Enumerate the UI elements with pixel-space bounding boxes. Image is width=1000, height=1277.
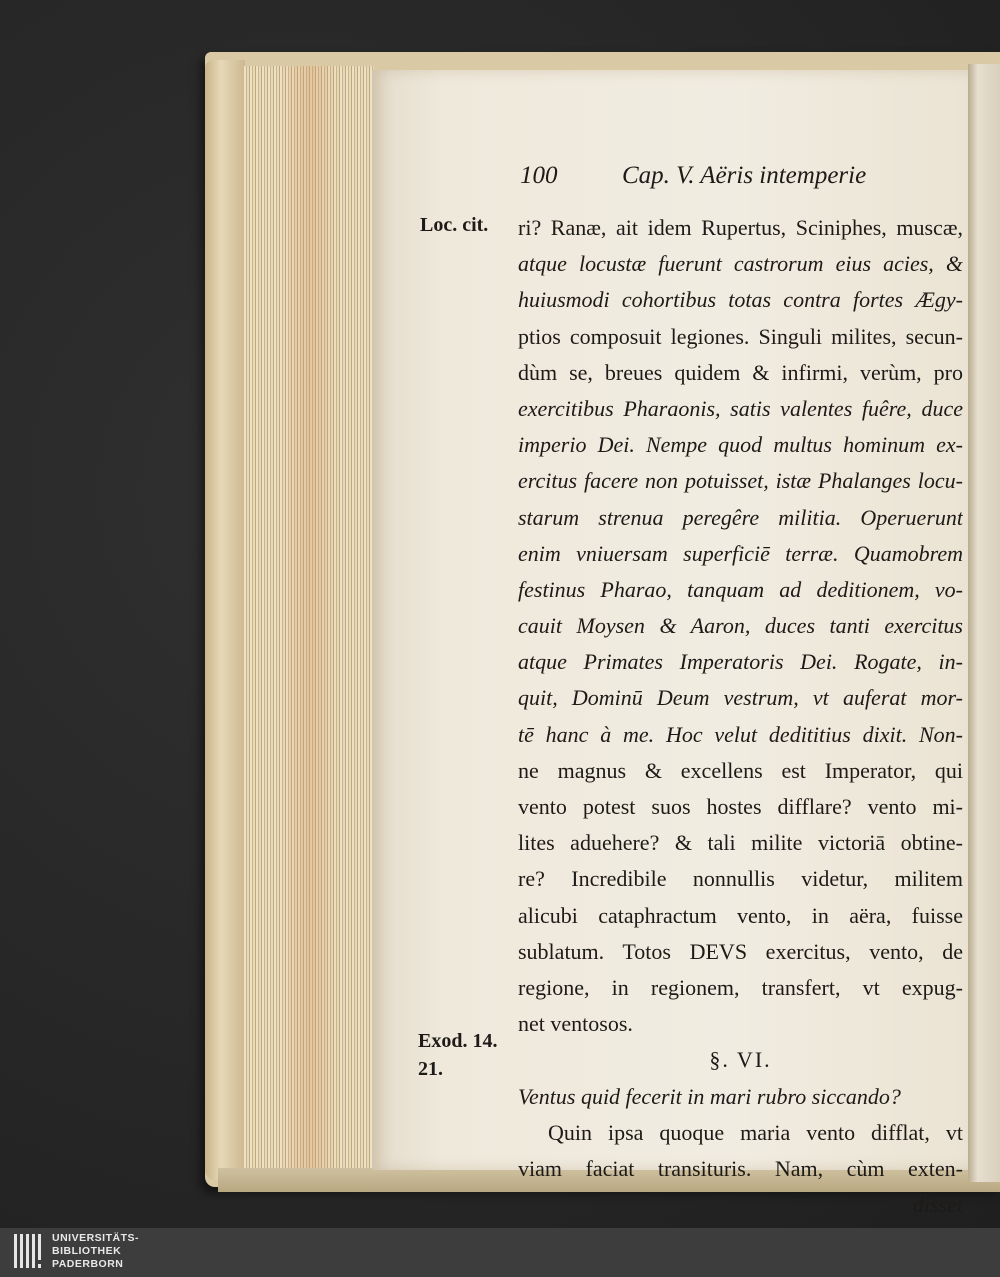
running-head — [520, 158, 960, 194]
body-text — [518, 210, 963, 1223]
text-line: huiusmodi cohortibus totas contra fortes Ægy- — [518, 287, 963, 313]
library-logo-icon — [14, 1234, 46, 1272]
text-line: quit, Dominū Deum vestrum, vt auferat mor- — [518, 685, 963, 711]
text-line: ptios composuit legiones. Singuli milites, secun- — [518, 323, 963, 349]
cover-edge — [205, 60, 245, 1180]
library-name — [52, 1232, 139, 1271]
page-edges-tint — [280, 66, 340, 1176]
text-line: ne magnus & excellens est Imperator, qui — [518, 757, 963, 783]
text-line: regione, in regionem, transfert, vt expug- — [518, 974, 963, 1000]
text-line: imperio Dei. Nempe quod multus hominum ex- — [518, 432, 963, 458]
text-line: alicubi cataphractum vento, in aëra, fuisse — [518, 902, 963, 928]
text-line: atque locustæ fuerunt castrorum eius acies, & — [518, 251, 963, 277]
library-footer — [0, 1228, 1000, 1277]
text-line: exercitibus Pharaonis, satis valentes fuêre, duce — [518, 395, 963, 421]
text-line: dùm se, breues quidem & infirmi, verùm, pro — [518, 359, 963, 385]
library-name-line: PADERBORN — [52, 1258, 124, 1270]
section-number: §. VI. — [709, 1047, 772, 1073]
text-line: lites aduehere? & tali milite victoriā obtine- — [518, 830, 963, 856]
text-line: festinus Pharao, tanquam ad deditionem, vo- — [518, 576, 963, 602]
library-name-line: BIBLIOTHEK — [52, 1245, 122, 1257]
text-line: enim vniuersam superficiē terræ. Quamobrem — [518, 540, 963, 566]
text-line: sublatum. Totos DEVS exercitus, vento, de — [518, 938, 963, 964]
marginal-note-exod-verse: 21. — [418, 1058, 443, 1080]
text-line: vento potest suos hostes difflare? vento mi- — [518, 794, 963, 819]
catchword: disset — [912, 1192, 963, 1218]
text-line: atque Primates Imperatoris Dei. Rogate, in- — [518, 649, 963, 675]
text-line: re? Incredibile nonnullis videtur, militem — [518, 866, 963, 892]
library-name-line: UNIVERSITÄTS- — [52, 1232, 140, 1244]
text-line: viam faciat transituris. Nam, cùm exten- — [518, 1155, 963, 1181]
text-line: cauit Moysen & Aaron, duces tanti exercitus — [518, 613, 963, 639]
text-line: net ventosos. — [518, 1011, 633, 1037]
running-title: Cap. V. Aëris intemperie — [622, 162, 867, 189]
text-line: starum strenua peregêre militia. Operuerunt — [518, 504, 963, 530]
page-number: 100 — [520, 162, 558, 189]
text-line: ercitus facere non potuisset, istæ Phalanges locu- — [518, 468, 963, 494]
marginal-note-exod: Exod. 14. — [418, 1030, 498, 1052]
text-line: tē hanc à me. Hoc velut dedititius dixit. Non- — [518, 721, 963, 747]
text-line: Quin ipsa quoque maria vento difflat, vt — [548, 1119, 963, 1145]
facing-page-edge — [968, 64, 1000, 1182]
marginal-note-loc-cit: Loc. cit. — [420, 214, 489, 236]
section-heading: Ventus quid fecerit in mari rubro siccando? — [518, 1083, 901, 1109]
text-line: ri? Ranæ, ait idem Rupertus, Sciniphes, muscæ, — [518, 215, 963, 240]
